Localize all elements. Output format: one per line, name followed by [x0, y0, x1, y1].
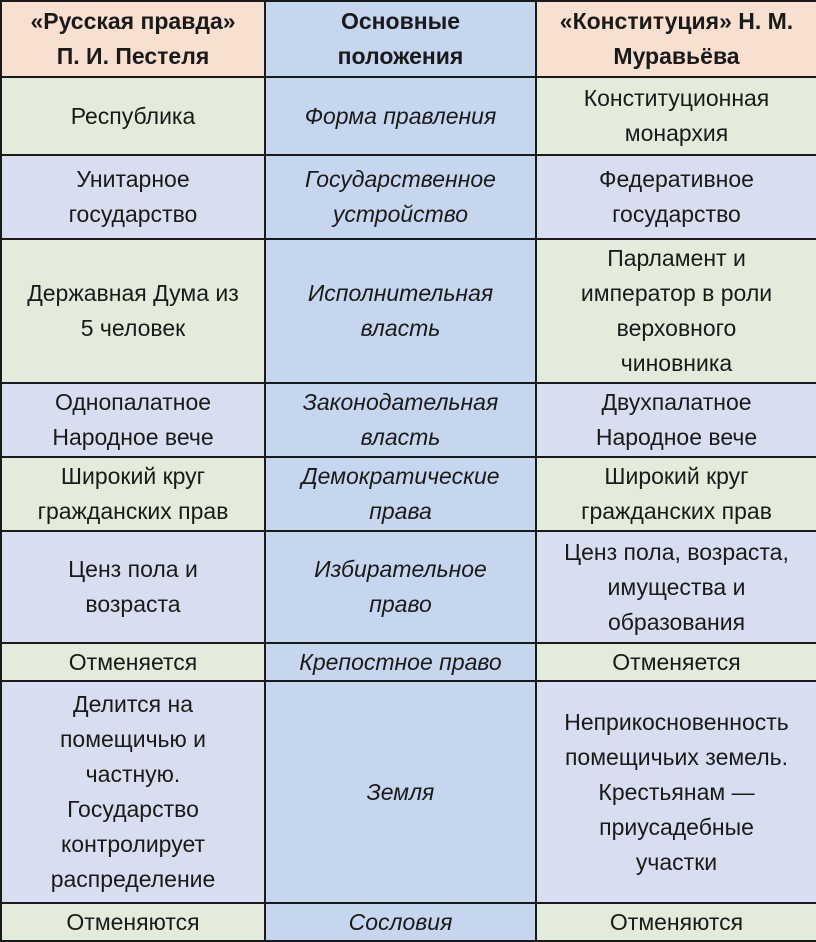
cell-text: Однопалатное: [54, 389, 212, 415]
cell-text: гражданских прав: [581, 498, 772, 524]
provision-cell: [265, 681, 536, 903]
header-pestel: [1, 1, 265, 77]
muravyov-cell: [536, 239, 816, 383]
cell-text: 5 человек: [80, 315, 186, 341]
cell-text: чиновника: [620, 350, 733, 376]
cell-text: Ценз пола, возраста,: [564, 538, 789, 565]
pestel-cell: [1, 383, 265, 457]
cell-text: Двухпалатное: [601, 389, 752, 415]
table-row: [1, 239, 816, 383]
cell-text: Законодательная: [302, 389, 499, 415]
pestel-cell: [1, 155, 265, 239]
cell-text: Конституционная: [583, 85, 770, 111]
pestel-cell: [1, 531, 265, 643]
header-row: [1, 1, 816, 77]
header-text: «Русская правда»: [30, 8, 236, 34]
cell-text: Державная Дума из: [27, 280, 239, 306]
table-row: [1, 903, 816, 941]
pestel-cell: [1, 77, 265, 155]
muravyov-cell: [536, 77, 816, 155]
cell-text: государство: [68, 201, 198, 227]
cell-text: имущества и: [607, 573, 746, 600]
cell-text: Унитарное: [76, 166, 190, 192]
cell-text: помещичью и: [59, 726, 207, 752]
cell-text: Неприкосновенность: [564, 708, 789, 735]
cell-text: Отменяется: [68, 648, 198, 675]
provision-cell: [265, 239, 536, 383]
cell-text: Широкий круг: [60, 463, 206, 489]
table-row: [1, 383, 816, 457]
cell-text: распределение: [50, 866, 216, 892]
provision-cell: [265, 77, 536, 155]
cell-text: Отменяются: [609, 908, 744, 935]
table-row: [1, 643, 816, 681]
provision-cell: [265, 903, 536, 941]
cell-text: участки: [635, 848, 718, 875]
cell-text: Сословия: [348, 908, 453, 935]
cell-text: Республика: [70, 102, 196, 129]
pestel-cell: [1, 903, 265, 941]
muravyov-cell: [536, 643, 816, 681]
cell-text: Демократические: [301, 463, 500, 489]
pestel-cell: [1, 239, 265, 383]
cell-text: Народное вече: [595, 424, 758, 450]
header-text: положения: [337, 43, 464, 69]
cell-text: император в роли: [580, 280, 773, 306]
cell-text: Отменяются: [66, 908, 200, 935]
table-row: [1, 77, 816, 155]
table-row: [1, 457, 816, 531]
cell-text: гражданских прав: [37, 498, 229, 524]
cell-text: монархия: [624, 120, 729, 146]
table-row: [1, 155, 816, 239]
muravyov-cell: [536, 383, 816, 457]
cell-text: приусадебные: [599, 813, 754, 840]
muravyov-cell: [536, 903, 816, 941]
cell-text: Делится на: [73, 691, 193, 717]
provision-cell: [265, 643, 536, 681]
provision-cell: [265, 383, 536, 457]
header-text: Муравьёва: [613, 43, 740, 69]
cell-text: право: [369, 591, 432, 617]
cell-text: Избирательное: [314, 556, 487, 582]
cell-text: власть: [360, 315, 441, 341]
cell-text: Отменяется: [612, 648, 741, 675]
pestel-cell: [1, 643, 265, 681]
pestel-cell: [1, 457, 265, 531]
cell-text: права: [369, 498, 432, 524]
cell-text: Исполнительная: [307, 280, 494, 306]
cell-text: Форма правления: [304, 102, 497, 129]
cell-text: Народное вече: [52, 424, 214, 450]
cell-text: Крестьянам —: [598, 778, 755, 805]
cell-text: Широкий круг: [604, 463, 749, 489]
table-row: [1, 531, 816, 643]
muravyov-cell: [536, 457, 816, 531]
table-row: [1, 681, 816, 903]
cell-text: государство: [612, 201, 741, 227]
cell-text: устройство: [332, 201, 469, 227]
provision-cell: [265, 155, 536, 239]
cell-text: Ценз пола и: [68, 556, 198, 582]
cell-text: верховного: [616, 315, 737, 341]
provision-cell: [265, 531, 536, 643]
muravyov-cell: [536, 531, 816, 643]
header-text: Основные: [340, 8, 461, 34]
muravyov-cell: [536, 155, 816, 239]
cell-text: Федеративное: [599, 166, 754, 192]
header-main-provisions: [265, 1, 536, 77]
cell-text: Государство: [67, 796, 199, 822]
cell-text: контролирует: [60, 831, 206, 857]
cell-text: частную.: [85, 761, 181, 787]
cell-text: помещичьих земель.: [564, 743, 789, 770]
header-text: «Конституция» Н. М.: [559, 8, 794, 34]
header-text: П. И. Пестеля: [56, 43, 210, 69]
cell-text: образования: [607, 608, 746, 635]
cell-text: Земля: [366, 778, 435, 805]
cell-text: Государственное: [305, 166, 496, 192]
pestel-cell: [1, 681, 265, 903]
cell-text: власть: [360, 424, 441, 450]
header-muravyov: [536, 1, 816, 77]
cell-text: возраста: [85, 591, 181, 617]
muravyov-cell: [536, 681, 816, 903]
cell-text: Парламент и: [607, 245, 746, 271]
provision-cell: [265, 457, 536, 531]
cell-text: Крепостное право: [299, 648, 502, 675]
